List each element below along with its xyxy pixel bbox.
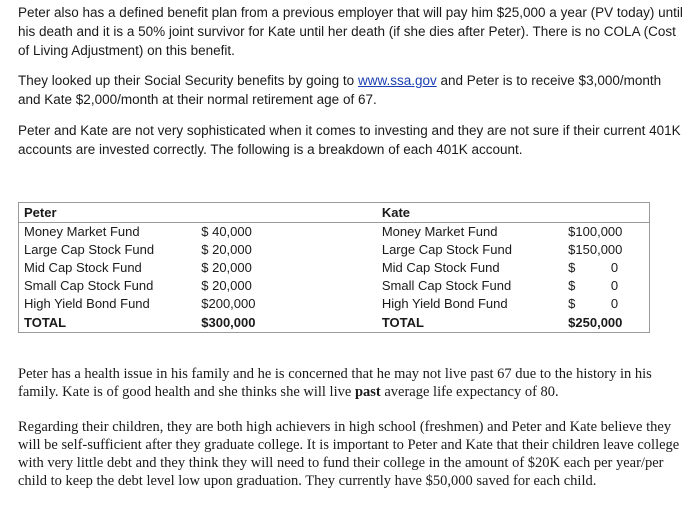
peter-amount: $ 40,000 xyxy=(201,224,252,239)
ss-text-after: and Peter is to receive $3,000/month and Kate $2,000/month at their normal retirement age of 67. xyxy=(18,73,662,107)
health-text-after: average life expectancy of 80. xyxy=(380,384,559,400)
health-paragraph xyxy=(18,365,682,401)
kate-total-label: TOTAL xyxy=(377,313,563,333)
table-row xyxy=(19,259,650,277)
kate-amount: $150,000 xyxy=(563,241,649,259)
children-paragraph: Regarding their children, they are both high achievers in high school (freshmen) and Peter and Kate believe they will be self-sufficient after they graduate college. It is important to Peter and Kate that their children leave college with very little debt and they think they will need to fund their college in the amount of $20K each per year/per child to keep the debt level low upon graduation. They currently have $50,000 saved for each child. xyxy=(18,419,680,489)
ssa-link[interactable]: www.ssa.gov xyxy=(357,73,437,88)
kate-amount xyxy=(563,295,649,313)
kate-header: Kate xyxy=(377,203,563,223)
kate-total: $250,000 xyxy=(563,313,649,333)
table-row xyxy=(19,241,650,259)
peter-total-label: TOTAL xyxy=(19,313,197,333)
amount-value: 0 xyxy=(610,296,619,311)
amount-value: 0 xyxy=(610,278,619,293)
health-text-before: Peter has a health issue in his family and he is concerned that he may not live past 67 due to the history in his family. Kate is of good health and she thinks she will live xyxy=(18,366,652,400)
currency-symbol: $ xyxy=(568,260,576,275)
peter-fund: Money Market Fund xyxy=(19,223,197,242)
table-row xyxy=(19,295,650,313)
peter-amount: $200,000 xyxy=(201,296,256,311)
peter-header: Peter xyxy=(19,203,197,223)
currency-symbol: $ xyxy=(568,278,576,293)
peter-fund: High Yield Bond Fund xyxy=(19,295,197,313)
investing-paragraph: Peter and Kate are not very sophisticated when it comes to investing and they are not sure if their current 401K accounts are invested correctly. The following is a breakdown of each 401K account. xyxy=(18,123,681,157)
table-row xyxy=(19,277,650,295)
peter-fund: Small Cap Stock Fund xyxy=(19,277,197,295)
kate-fund: High Yield Bond Fund xyxy=(381,296,508,311)
kate-fund: Small Cap Stock Fund xyxy=(381,278,512,293)
peter-amount: $ 20,000 xyxy=(201,242,252,257)
peter-amount: $ 20,000 xyxy=(201,278,252,293)
pension-paragraph: Peter also has a defined benefit plan from a previous employer that will pay him $25,000 a year (PV today) until his death and it is a 50% joint survivor for Kate until her death (if she dies after Peter). There is no COLA (Cost of Living Adjustment) on this benefit. xyxy=(18,5,683,58)
kate-fund: Money Market Fund xyxy=(381,224,498,239)
kate-amount xyxy=(563,259,649,277)
table-total-row xyxy=(19,313,650,333)
peter-total: $300,000 xyxy=(196,313,282,333)
currency-symbol: $ xyxy=(568,296,576,311)
peter-fund: Mid Cap Stock Fund xyxy=(19,259,197,277)
table-header-row xyxy=(19,203,650,223)
401k-accounts-table xyxy=(18,202,650,333)
kate-amount: $100,000 xyxy=(563,223,649,242)
table-row xyxy=(19,223,650,242)
kate-fund: Mid Cap Stock Fund xyxy=(381,260,500,275)
peter-amount: $ 20,000 xyxy=(201,260,252,275)
kate-fund: Large Cap Stock Fund xyxy=(381,242,512,257)
amount-value: 0 xyxy=(610,260,619,275)
peter-fund: Large Cap Stock Fund xyxy=(19,241,197,259)
social-security-paragraph xyxy=(18,71,686,109)
ss-text-before: They looked up their Social Security benefits by going to xyxy=(18,73,358,88)
health-bold-word: past xyxy=(354,384,381,400)
kate-amount xyxy=(563,277,649,295)
